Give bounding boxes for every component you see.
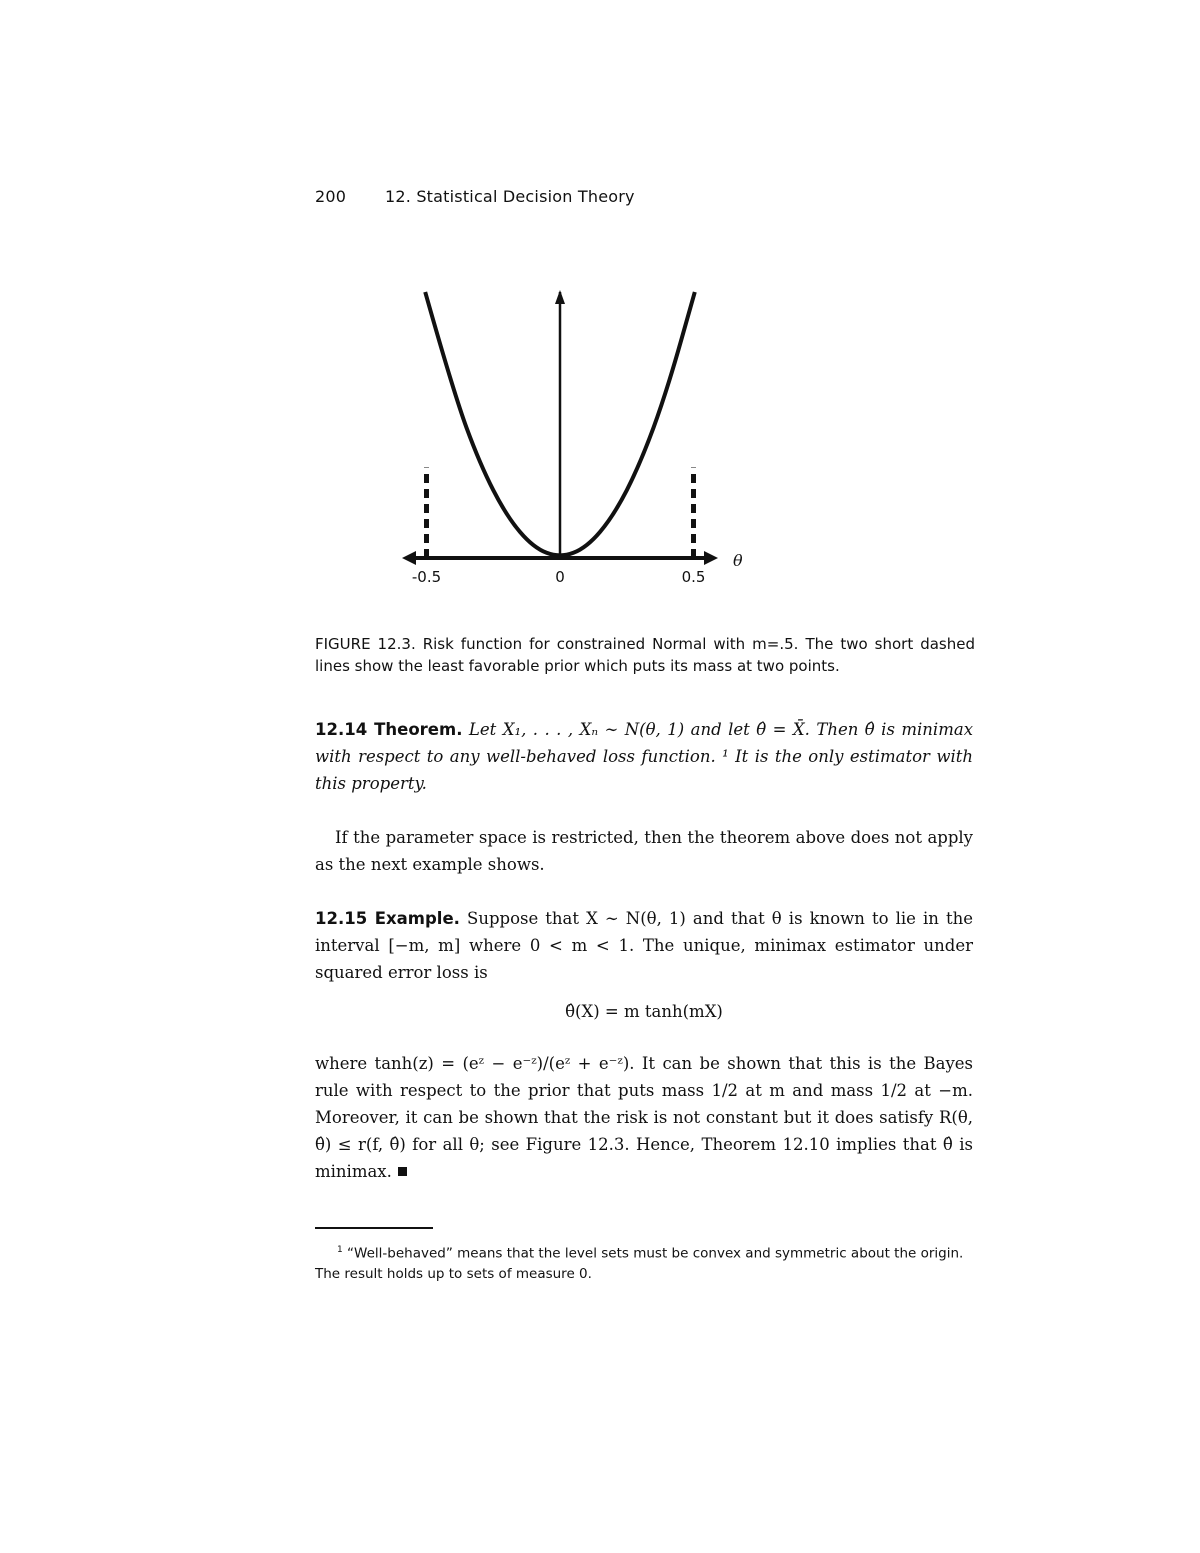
example-12-15 (315, 905, 973, 986)
display-equation: θ̂(X) = m tanh(mX) (565, 1002, 723, 1021)
footnote-text: “Well-behaved” means that the level sets must be convex and symmetric about the origin. The result holds up to sets of measure 0. (315, 1245, 964, 1282)
page-number: 200 (315, 187, 347, 206)
x-tick-label-3: 0.5 (681, 568, 706, 586)
chapter-title: 12. Statistical Decision Theory (385, 187, 635, 206)
example-text-1: Suppose that X ∼ N(θ, 1) and that θ is known to lie in the interval [−m, m] where 0 < m < 1. The unique, minimax estimator under squared error loss is (315, 909, 974, 982)
x-axis-label: θ (733, 551, 743, 570)
footnote-rule (315, 1227, 433, 1229)
x-tick-labels (412, 568, 706, 586)
footnote (315, 1240, 973, 1284)
figure-caption: FIGURE 12.3. Risk function for constrained Normal with m=.5. The two short dashed lines show the least favorable prior which puts its mass at two points. (315, 635, 975, 675)
body-paragraph: If the parameter space is restricted, then the theorem above does not apply as the next example shows. (315, 828, 973, 874)
example-text-2: where tanh(z) = (eᶻ − e⁻ᶻ)/(eᶻ + e⁻ᶻ). It can be shown that this is the Bayes rule with respect to the prior that puts mass 1/2 at m and mass 1/2 at −m. Moreover, it can be shown that the risk is not constant but it does satisfy R(θ, θ̂) ≤ r(f, θ̂) for all θ; see Figure 12.3. Hence, Theorem 12.10 implies that θ̂ is minimax. (315, 1054, 973, 1181)
theorem-body: Let X₁, . . . , Xₙ ∼ N(θ, 1) and let θ̂ = X̄. Then θ̂ is minimax with respect to any well-behaved loss function. ¹ It is the only estimator with this property. (315, 720, 973, 793)
x-tick-label-1: -0.5 (411, 568, 442, 586)
y-axis-arrow (555, 290, 565, 304)
risk-function-figure (0, 0, 1200, 620)
footnote-mark: 1 (337, 1245, 343, 1255)
example-continuation (315, 1050, 973, 1185)
x-axis-left-arrow (402, 551, 416, 565)
theorem-label: 12.14 Theorem. (315, 720, 463, 739)
x-axis-right-arrow (704, 551, 718, 565)
theorem-12-14 (315, 716, 973, 797)
example-label: 12.15 Example. (315, 909, 460, 928)
x-tick-label-2: 0 (555, 568, 565, 586)
qed-symbol (398, 1167, 407, 1176)
